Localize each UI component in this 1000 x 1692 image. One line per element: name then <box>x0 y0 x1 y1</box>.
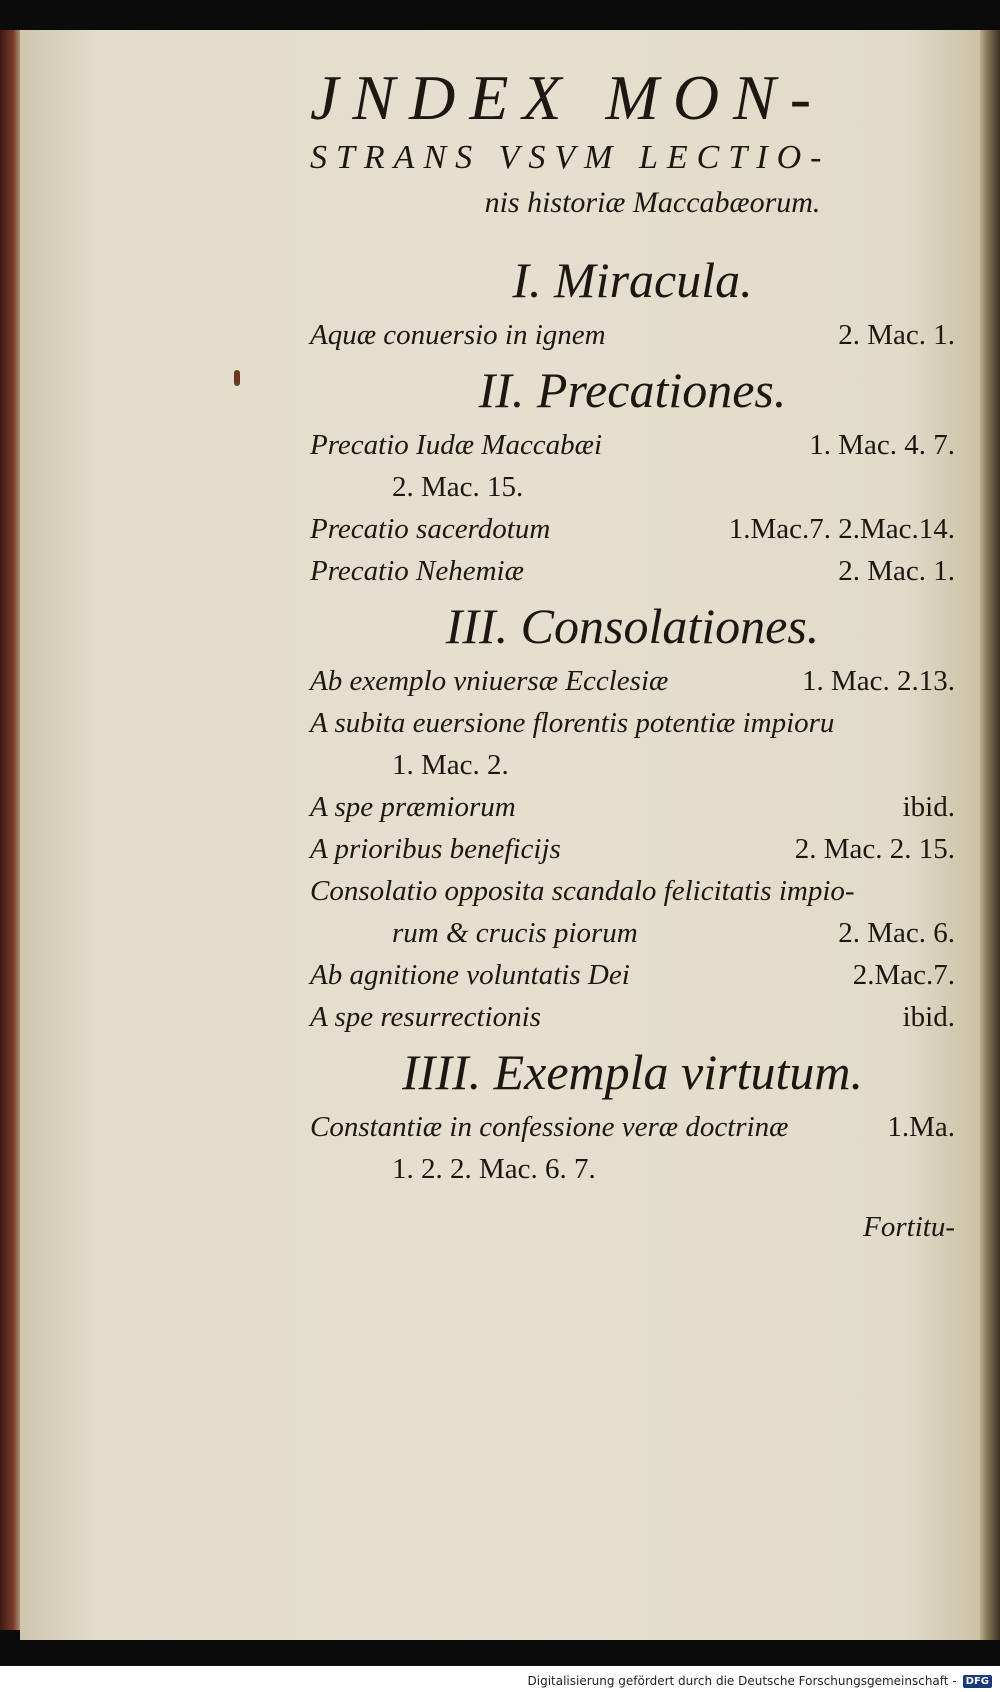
index-entry <box>310 660 955 702</box>
entry-label: Ab agnitione voluntatis Dei <box>310 959 630 991</box>
entry-reference: 1.Mac.7. 2.Mac.14. <box>728 513 955 545</box>
index-entry <box>310 550 955 592</box>
entry-continuation: 1. 2. 2. Mac. 6. 7. <box>392 1153 596 1185</box>
book-edge-left <box>0 30 22 1630</box>
index-entry <box>310 828 955 870</box>
section-heading-exempla-virtutum: IIII. Exempla virtutum. <box>402 1044 863 1100</box>
entry-reference: 2. Mac. 6. <box>838 917 955 949</box>
index-entry <box>310 508 955 550</box>
entry-continuation: rum & crucis piorum <box>392 917 638 949</box>
title-line-3: nis historiæ Maccabæorum. <box>484 186 821 219</box>
section-heading-precationes: II. Precationes. <box>478 362 787 418</box>
dfg-logo: DFG <box>963 1675 992 1688</box>
index-entry <box>310 702 955 744</box>
entry-reference: 1.Ma. <box>887 1111 955 1143</box>
entry-continuation: 2. Mac. 15. <box>392 471 524 503</box>
footer-credit: Digitalisierung gefördert durch die Deutsche Forschungsgemeinschaft - <box>527 1674 957 1688</box>
index-entry <box>310 954 955 996</box>
book-page <box>20 30 980 1640</box>
index-entry <box>310 870 955 912</box>
title-line-2: STRANS VSVM LECTIO- <box>310 139 831 176</box>
index-entry <box>310 786 955 828</box>
section-heading-miracula: I. Miracula. <box>512 252 753 308</box>
title-line-1: JNDEX MON- <box>310 62 826 133</box>
entry-label: A spe præmiorum <box>310 791 516 823</box>
entry-label: Precatio Nehemiæ <box>310 555 524 587</box>
entry-reference: 2. Mac. 1. <box>838 555 955 587</box>
index-entry <box>310 424 955 466</box>
index-entry <box>310 1106 955 1148</box>
entry-label: Precatio Iudæ Maccabæi <box>310 429 603 461</box>
entry-label: A subita euersione florentis potentiæ impioru <box>310 707 835 739</box>
entry-reference: ibid. <box>902 791 955 823</box>
entry-label: Consolatio opposita scandalo felicitatis impio- <box>310 875 855 907</box>
entry-label: A spe resurrectionis <box>310 1001 541 1033</box>
entry-reference: 2.Mac.7. <box>852 959 955 991</box>
entry-label: A prioribus beneficijs <box>310 833 561 865</box>
index-entry <box>310 314 955 356</box>
section-heading-consolationes: III. Consolationes. <box>445 598 820 654</box>
entry-label: Ab exemplo vniuersæ Ecclesiæ <box>310 665 669 697</box>
ink-mark <box>234 370 240 386</box>
page-text <box>310 60 955 1248</box>
book-edge-right <box>978 30 1000 1640</box>
catchword: Fortitu- <box>863 1211 955 1243</box>
entry-reference: ibid. <box>902 1001 955 1033</box>
entry-continuation-row <box>310 912 955 954</box>
entry-reference: 2. Mac. 1. <box>838 319 955 351</box>
digitization-footer <box>0 1670 1000 1692</box>
entry-label: Aquæ conuersio in ignem <box>310 319 606 351</box>
entry-reference: 1. Mac. 4. 7. <box>809 429 955 461</box>
entry-reference: 1. Mac. 2.13. <box>801 665 955 697</box>
entry-label: Constantiæ in confessione veræ doctrinæ <box>310 1111 789 1143</box>
entry-label: Precatio sacerdotum <box>310 513 551 545</box>
index-entry <box>310 996 955 1038</box>
entry-reference: 2. Mac. 2. 15. <box>794 833 955 865</box>
entry-continuation: 1. Mac. 2. <box>392 749 509 781</box>
